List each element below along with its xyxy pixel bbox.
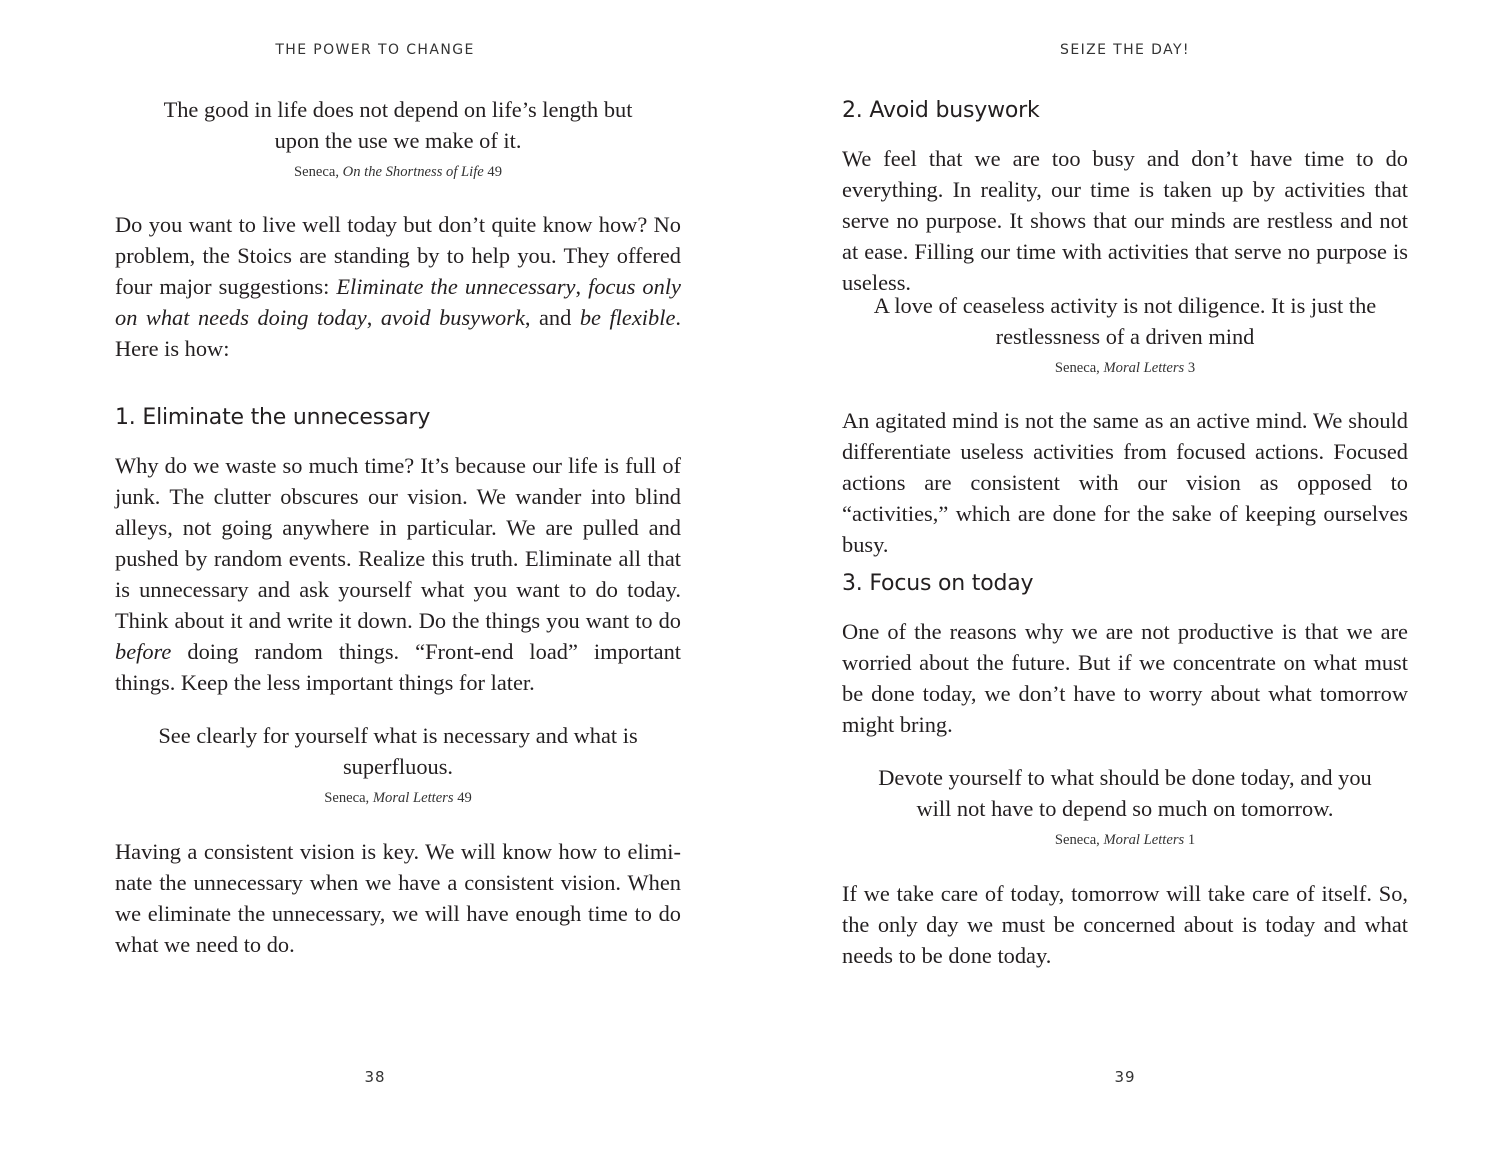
heading-text: 1. Eliminate the unnecessary xyxy=(115,405,431,430)
quote-text: The good in life does not depend on life’s length but upon the use we make of it. xyxy=(163,97,633,153)
paragraph-text: If we take care of today, tomorrow will take care of itself. So, the only day we must be concerned about is today and what needs to be done today. xyxy=(842,881,1408,968)
quote-citation xyxy=(155,788,641,808)
section-heading-3 xyxy=(842,569,1408,599)
epigraph-quote-4 xyxy=(870,762,1380,850)
paragraph-emphasis: before xyxy=(115,639,172,664)
epigraph-quote-2 xyxy=(155,720,641,808)
page-number-right: 39 xyxy=(1114,1068,1136,1086)
citation-author: Seneca, xyxy=(324,790,370,806)
citation-work: Moral Letters xyxy=(1103,832,1185,848)
intro-separator: , xyxy=(575,274,589,299)
paragraph-text: Why do we waste so much time? It’s because our life is full of junk. The clutter obscures our vision. We wander into blind alleys, not going anywhere in particular. We are pulled and pushed by random events. Realize this truth. Eliminate all that is unnecessary and ask yourself what you want to do today. Think about it and write it down. Do the things you want to do xyxy=(115,453,681,633)
citation-work: Moral Letters xyxy=(372,790,454,806)
intro-emphasis: avoid busywork xyxy=(380,305,525,330)
section-1-paragraph xyxy=(115,450,681,698)
epigraph-quote-3 xyxy=(870,290,1380,378)
intro-emphasis: Eliminate the unnecessary xyxy=(336,274,576,299)
citation-ref: 3 xyxy=(1187,360,1196,376)
section-heading-1 xyxy=(115,403,681,433)
citation-author: Seneca, xyxy=(294,164,339,180)
running-head-right: SEIZE THE DAY! xyxy=(1060,42,1190,58)
paragraph-text: An agitated mind is not the same as an active mind. We should differentiate useless activities from focused actions. Focused actions are consistent with our vision as opposed to “activities,” which are done for the sake of keeping ourselves busy. xyxy=(842,408,1408,557)
heading-text: 3. Focus on today xyxy=(842,571,1034,596)
quote-citation xyxy=(870,830,1380,850)
citation-work: Moral Letters xyxy=(1103,360,1185,376)
paragraph-text: doing random things. “Front-end load” important things. Keep the less important things for later. xyxy=(115,639,681,695)
intro-text: . Here is how: xyxy=(115,305,681,361)
citation-ref: 49 xyxy=(487,164,502,180)
intro-paragraph xyxy=(115,209,681,364)
citation-author: Seneca, xyxy=(1054,832,1100,848)
citation-ref: 49 xyxy=(457,790,472,806)
quote-text: See clearly for yourself what is necessary and what is superfluous. xyxy=(158,723,638,779)
section-1-paragraph-2 xyxy=(115,836,681,960)
quote-citation xyxy=(155,162,641,182)
running-head-left: THE POWER TO CHANGE xyxy=(275,42,475,58)
page-number-left: 38 xyxy=(364,1068,386,1086)
quote-text: A love of ceaseless activity is not diligence. It is just the restlessness of a driven mind xyxy=(873,293,1377,349)
section-2-paragraph-2 xyxy=(842,405,1408,560)
heading-text: 2. Avoid busywork xyxy=(842,98,1040,123)
intro-separator: , xyxy=(366,305,381,330)
epigraph-quote-1 xyxy=(155,94,641,182)
paragraph-text: One of the reasons why we are not productive is that we are worried about the future. But if we concentrate on what must be done today, we don’t have to worry about what tomorrow might bring. xyxy=(842,619,1408,737)
quote-text: Devote yourself to what should be done today, and you will not have to depend so much on tomorrow. xyxy=(878,765,1372,821)
intro-separator: , and xyxy=(524,305,580,330)
quote-citation xyxy=(870,358,1380,378)
citation-work: On the Shortness of Life xyxy=(342,164,484,180)
section-heading-2 xyxy=(842,96,1408,126)
right-page xyxy=(750,0,1500,1151)
paragraph-text: We feel that we are too busy and don’t have time to do everything. In reality, our time is taken up by activities that serve no purpose. It shows that our minds are restless and not at ease. Filling our time with activities that serve no purpose is useless. xyxy=(842,146,1408,295)
intro-text: Do you want to live well today but don’t quite know how? No problem, the Stoics are standing by to help you. They offered four major suggestions: xyxy=(115,212,681,299)
citation-ref: 1 xyxy=(1187,832,1196,848)
section-2-paragraph xyxy=(842,143,1408,298)
intro-emphasis: be flexible xyxy=(579,305,676,330)
intro-emphasis: focus only on what needs doing today xyxy=(115,274,681,330)
citation-author: Seneca, xyxy=(1054,360,1100,376)
section-3-paragraph xyxy=(842,616,1408,740)
section-3-paragraph-2 xyxy=(842,878,1408,971)
paragraph-text: Having a consistent vision is key. We will know how to eliminate the unnecessary when we have a consistent vision. When we eliminate the unnecessary, we will have enough time to do what we need to do. xyxy=(115,839,681,957)
